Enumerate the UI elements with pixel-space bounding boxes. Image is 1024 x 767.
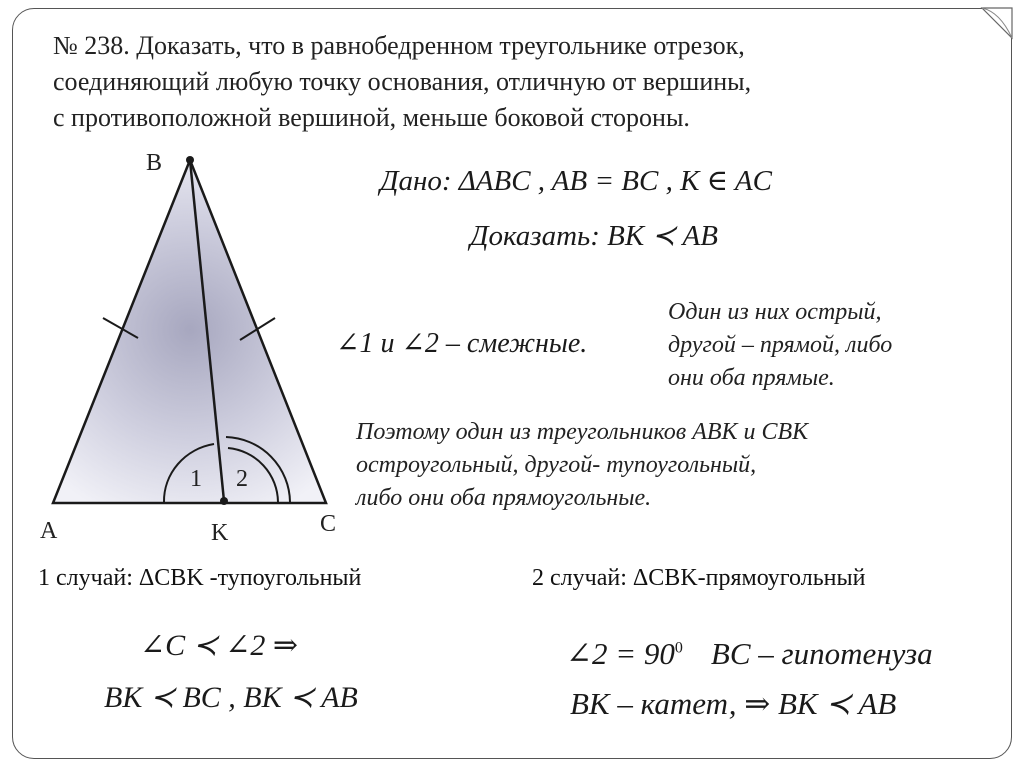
note1-line-2: другой – прямой, либо bbox=[668, 332, 893, 358]
prove-label: Доказать bbox=[470, 220, 591, 252]
prove-text: : BK ≺ AB bbox=[590, 220, 718, 252]
vertex-label-b: B bbox=[146, 150, 163, 176]
note1-line-3: они оба прямые. bbox=[668, 365, 835, 391]
case-2-step-2: BK – катет, ⇒ BK ≺ AB bbox=[570, 686, 897, 721]
prove-statement bbox=[470, 218, 718, 253]
case-2-title: 2 случай: ΔCBK-прямоугольный bbox=[532, 565, 866, 591]
note2-line-2: остроугольный, другой- тупоугольный, bbox=[356, 452, 757, 478]
case-2-hypotenuse: BC – гипотенуза bbox=[710, 636, 933, 671]
note-angle-types bbox=[668, 296, 892, 395]
vertex-label-a: A bbox=[40, 518, 58, 544]
case-1-step-1: ∠C ≺ ∠2 ⇒ bbox=[140, 629, 299, 662]
given-label: Дано bbox=[380, 165, 442, 197]
degree-superscript: 0 bbox=[674, 639, 683, 657]
point-k bbox=[220, 497, 228, 505]
problem-line-2: соединяющий любую точку основания, отличную от вершины, bbox=[53, 67, 752, 96]
case-2-right-angle: ∠2 = 90 bbox=[566, 636, 675, 671]
given-text: : ΔABC , AB = BC , K ∈ AC bbox=[441, 165, 772, 197]
case-1-step-2: BK ≺ BC , BK ≺ AB bbox=[104, 681, 358, 714]
given-statement bbox=[380, 163, 772, 198]
case-1-title: 1 случай: ΔCBK -тупоугольный bbox=[38, 565, 362, 591]
note-triangle-types bbox=[356, 416, 808, 515]
angle-label-1: 1 bbox=[190, 466, 202, 492]
vertex-label-k: K bbox=[211, 520, 229, 546]
point-b bbox=[186, 156, 194, 164]
triangle-abc bbox=[53, 160, 326, 503]
angle-label-2: 2 bbox=[236, 466, 248, 492]
adjacent-angles-statement: ∠1 и ∠2 – смежные. bbox=[336, 328, 588, 359]
problem-line-1: № 238. Доказать, что в равнобедренном треугольнике отрезок, bbox=[53, 31, 745, 60]
note2-line-3: либо они оба прямоугольные. bbox=[356, 485, 652, 511]
case-2-step-1 bbox=[566, 636, 933, 672]
vertex-label-c: C bbox=[320, 511, 337, 537]
note1-line-1: Один из них острый, bbox=[668, 299, 882, 325]
note2-line-1: Поэтому один из треугольников ABK и CBK bbox=[356, 419, 809, 445]
problem-line-3: с противоположной вершиной, меньше боковой стороны. bbox=[53, 103, 690, 132]
